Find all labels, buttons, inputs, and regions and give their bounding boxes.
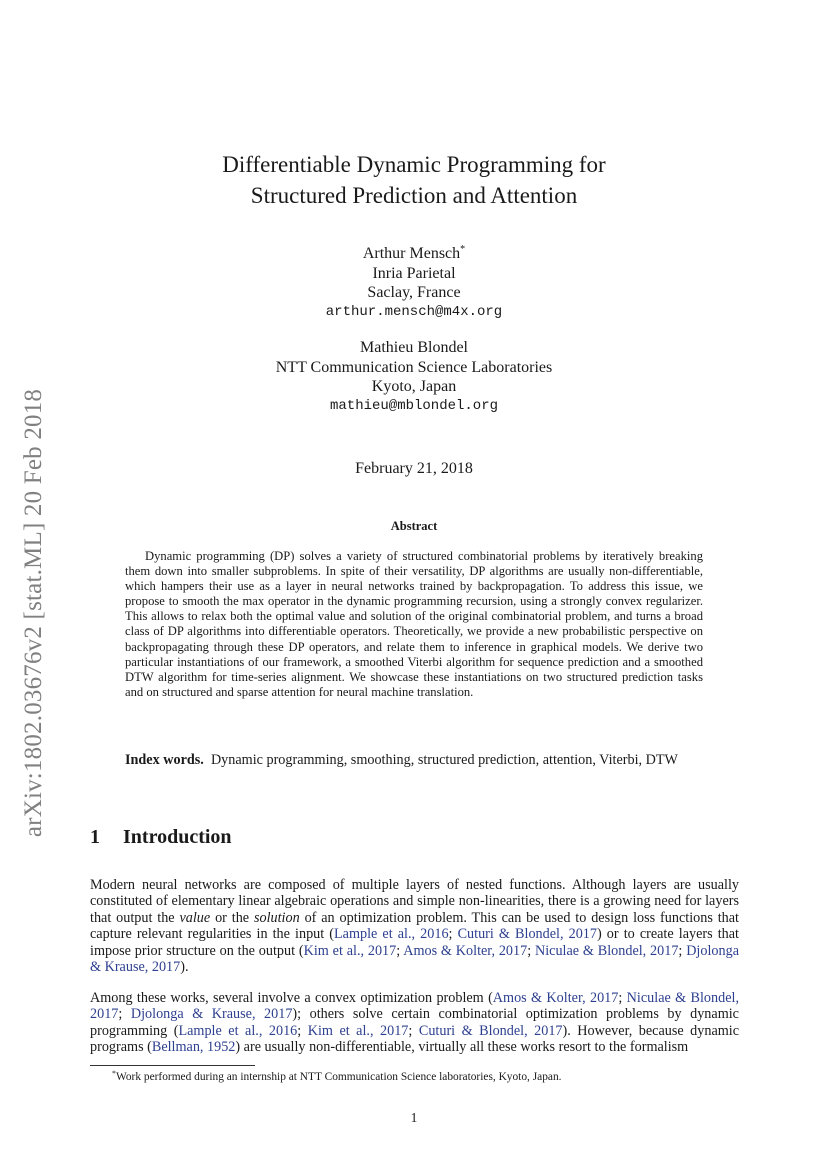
section-heading xyxy=(90,826,232,849)
citation-link[interactable]: Niculae & Blondel, 2017 xyxy=(90,990,739,1023)
arxiv-identifier-text: arXiv:1802.03676v2 [stat.ML] 20 Feb 2018 xyxy=(20,388,48,838)
page-number: 1 xyxy=(410,1110,418,1125)
title-line-2: Structured Prediction and Attention xyxy=(250,183,578,208)
section-title: Introduction xyxy=(123,826,232,848)
index-words-text: Dynamic programming, smoothing, structured prediction, attention, Viterbi, DTW xyxy=(210,752,678,768)
footnote-text: Work performed during an internship at NTT Communication Science laboratories, Kyoto, Japan. xyxy=(116,1071,562,1083)
intro-paragraph-1: Modern neural networks are composed of multiple layers of nested functions. Although layers are usually constituted of elementary linear algebraic operations and simple non-linearities, there is a growing need for layers that output the value or the solution of an optimization problem. This can be used to design loss functions that capture relevant regularities in the input (Lample et al., 2016; Cuturi & Blondel, 2017) or to create layers that impose prior structure on the output (Kim et al., 2017; Amos & Kolter, 2017; Niculae & Blondel, 2017; Djolonga & Krause, 2017). xyxy=(90,877,740,976)
footnote-rule xyxy=(90,1065,255,1066)
citation-link[interactable]: Kim et al., 2017 xyxy=(303,942,397,959)
author-affiliation: Inria Parietal xyxy=(372,264,456,282)
citation-link[interactable]: Amos & Kolter, 2017 xyxy=(403,942,528,959)
author-location: Saclay, France xyxy=(367,284,461,302)
paper-title xyxy=(0,149,828,211)
author-name: Arthur Mensch* xyxy=(362,244,466,262)
author-affiliation: NTT Communication Science Laboratories xyxy=(275,358,553,376)
citation-link[interactable]: Amos & Kolter, 2017 xyxy=(492,990,619,1006)
citation-link[interactable]: Lample et al., 2016 xyxy=(178,1022,298,1039)
author-email: mathieu@mblondel.org xyxy=(329,397,499,414)
title-line-1: Differentiable Dynamic Programming for xyxy=(222,152,606,177)
intro-paragraph-2: Among these works, several involve a convex optimization problem (Amos & Kolter, 2017; Niculae & Blondel, 2017; Djolonga & Krause, 2017); others solve certain combinatorial optimization problems by dynamic programming (Lample et al., 2016; Kim et al., 2017; Cuturi & Blondel, 2017). However, because dynamic programs (Bellman, 1952) are usually non-differentiable, virtually all these works resort to the formalism xyxy=(90,990,740,1056)
emphasis-solution: solution xyxy=(253,909,300,926)
author-block-2 xyxy=(0,338,828,416)
section-number: 1 xyxy=(90,826,100,848)
citation-link[interactable]: Djolonga & Krause, 2017 xyxy=(90,942,739,976)
emphasis-value: value xyxy=(179,909,211,926)
author-block-1 xyxy=(0,240,828,322)
index-words xyxy=(125,752,703,769)
abstract-text: Dynamic programming (DP) solves a variety of structured combinatorial problems by iteratively breaking them down into smaller subproblems. In spite of their versatility, DP algorithms are usually non-differentiable, which hampers their use as a layer in neural networks trained by backpropagation. To address this issue, we propose to smooth the max operator in the dynamic programming recursion, using a strongly convex regularizer. This allows to relax both the optimal value and solution of the original combinatorial problem, and turns a broad class of DP algorithms into differentiable operators. Theoretically, we provide a new probabilistic perspective on backpropagating through these DP operators, and relate them to inference in graphical models. We derive two particular instantiations of our framework, a smoothed Viterbi algorithm for sequence prediction and a smoothed DTW algorithm for time-series alignment. We showcase these instantiations on two structured prediction tasks and on structured and sparse attention for neural machine translation. xyxy=(125,549,703,699)
author-email: arthur.mensch@m4x.org xyxy=(325,303,503,320)
citation-link[interactable]: Cuturi & Blondel, 2017 xyxy=(457,926,597,943)
citation-link[interactable]: Bellman, 1952 xyxy=(151,1039,236,1056)
footnote-mark: * xyxy=(112,1069,116,1078)
citation-link[interactable]: Lample et al., 2016 xyxy=(334,926,449,943)
author-name: Mathieu Blondel xyxy=(360,339,468,356)
abstract-heading: Abstract xyxy=(390,519,438,533)
paper-date: February 21, 2018 xyxy=(355,460,473,477)
citation-link[interactable]: Kim et al., 2017 xyxy=(307,1022,409,1039)
arxiv-identifier xyxy=(17,358,51,868)
footnote xyxy=(112,1069,562,1083)
author-location: Kyoto, Japan xyxy=(371,378,457,396)
author-footnote-mark: * xyxy=(460,244,466,255)
index-words-label: Index words. xyxy=(125,752,204,768)
citation-link[interactable]: Cuturi & Blondel, 2017 xyxy=(418,1022,563,1039)
citation-link[interactable]: Djolonga & Krause, 2017 xyxy=(130,1006,293,1023)
citation-link[interactable]: Niculae & Blondel, 2017 xyxy=(534,942,679,959)
